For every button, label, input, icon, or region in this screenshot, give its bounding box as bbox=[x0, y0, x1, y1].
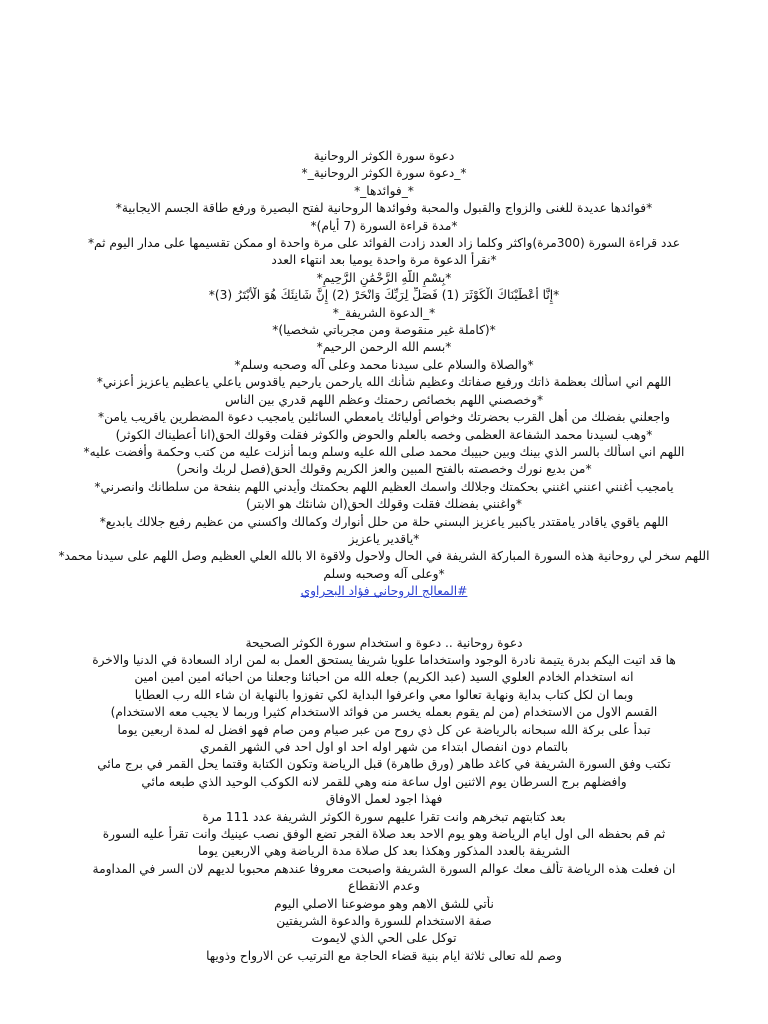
text-line: *بِسْمِ اللَّهِ الرَّحْمَٰنِ الرَّحِيمِ* bbox=[316, 270, 452, 285]
text-line: فهذا اجود لعمل الاوفاق bbox=[325, 792, 443, 807]
text-line: بالتمام دون انفصال ابتداء من شهر اوله احد او اول احد في الشهر القمري bbox=[199, 740, 569, 754]
text-line: اللهم اني اسألك بالسر الذي بينك وبين حبيبك محمد صلى الله عليه وسلم وبما أنزلت عليه من كتب وحكمة وأفضت عليه* bbox=[83, 444, 685, 459]
text-line: *_فوائدها_* bbox=[354, 183, 414, 198]
text-line: ان فعلت هذه الرياضة تألف معك عوالم السورة الشريفة واصبحت معروفا عندهم محبوبا لديهم لان السر في المداومة bbox=[92, 861, 676, 876]
text-line: اللهم سخر لي روحانية هذه السورة المباركة الشريفة في الحال ولاحول ولاقوة الا بالله العلي العظيم وصل اللهم على سيدنا محمد* bbox=[58, 549, 710, 564]
section-gap bbox=[0, 601, 768, 635]
author-hashtag-link[interactable]: #المعالج الروحاني فؤاد البحراوي bbox=[300, 584, 468, 599]
text-line: وافضلهم برج السرطان يوم الاثنين اول ساعة منه وهي للقمر لانه الكوكب الوحيد الذي طبعه مائي bbox=[141, 774, 627, 789]
text-line: *والصلاة والسلام على سيدنا محمد وعلى آله وصحبه وسلم* bbox=[234, 357, 534, 372]
text-line: *بسم الله الرحمن الرحيم* bbox=[316, 340, 452, 355]
text-line: *واغنني بفضلك فقلت وقولك الحق(ان شانئك هو الابتر) bbox=[246, 497, 522, 512]
text-line: تبدأ على بركة الله سبحانه بالرياضة عن كل ذي روح من عبر صيام ومن صام فهو افضل له لمدة اربعين يوما bbox=[117, 722, 651, 737]
text-line: تكتب وفق السورة الشريفة في كاغد طاهر (ورق طاهرة) قبل الرياضة وتكون الكتابة وقتما يحل القمر في برج مائي bbox=[97, 757, 671, 772]
text-line: *نقرأ الدعوة مرة واحدة يوميا بعد انتهاء العدد bbox=[271, 253, 497, 268]
text-line: *وخصصني اللهم بخصائص رحمتك وعظم اللهم قدري بين الناس bbox=[224, 392, 544, 407]
text-line: وعدم الانقطاع bbox=[348, 879, 420, 894]
text-line: *ياقدير ياعزيز bbox=[348, 531, 420, 546]
usage-section bbox=[44, 635, 724, 966]
text-line: الشريفة بالعدد المذكور وهكذا بعد كل صلاة مدة الرياضة وهي الاربعين يوما bbox=[198, 844, 570, 859]
text-line: ها قد اتيت اليكم بدرة يتيمة نادرة الوجود واستخداما علويا شريفا يستحق العمل به لمن اراد السعادة في الدنيا والاخرة bbox=[92, 652, 676, 667]
prayer-section bbox=[44, 148, 724, 601]
text-line: *من بديع نورك وخصصته بالفتح المبين والعز الكريم وقولك الحق(فصل لربك وانحر) bbox=[176, 462, 592, 477]
text-line: اللهم ياقوي ياقادر يامقتدر ياكبير ياعزيز البسني حلة من حلل أنوارك وكمالك واكسني من عظيم رفيع جلالك يابديع* bbox=[99, 514, 669, 529]
text-line: واجعلني بفضلك من أهل القرب بحضرتك وخواص أوليائك يامعطي السائلين يامجيب دعوة المضطرين ياقريب يامن* bbox=[97, 410, 670, 425]
text-line: *وهب لسيدنا محمد الشفاعة العظمى وخصه بالعلم والحوض والكوثر فقلت وقولك الحق(انا أعطيناك الكوثر) bbox=[115, 427, 653, 442]
text-line: نأتي للشق الاهم وهو موضوعنا الاصلي اليوم bbox=[274, 896, 494, 911]
text-line: عدد قراءة السورة (300مرة)واكثر وكلما زاد العدد زادت الفوائد على مرة واحدة او ممكن تقسيمها على مدار اليوم ثم* bbox=[87, 236, 681, 251]
text-line: صفة الاستخدام للسورة والدعوة الشريفتين bbox=[276, 914, 492, 929]
text-line: *فوائدها عديدة للغنى والزواج والقبول والمحبة وفوائدها الروحانية لفتح البصيرة ورفع طاقة الجسم الايجابية* bbox=[115, 201, 653, 216]
text-line: القسم الاول من الاستخدام (من لم يقوم بعمله يخسر من فوائد الاستخدام كثيرا وربما لا يجيب معه الاستخدام) bbox=[110, 705, 658, 720]
text-line: *_دعوة سورة الكوثر الروحانية_* bbox=[301, 166, 467, 181]
text-line: يامجيب أغنني اعنني اغنني بحكمتك وجلالك واسمك العظيم اللهم بحكمتك وأيدني اللهم بنفحة من سلطانك وانصرني* bbox=[94, 479, 674, 494]
text-line: *مدة قراءة السورة (7 أيام)* bbox=[310, 218, 458, 233]
text-line: وبما ان لكل كتاب بداية ونهاية تعالوا معي واعرفوا البداية لكي تفوزوا بالنهاية ان شاء الله رب العطايا bbox=[134, 687, 634, 702]
text-line: *_الدعوة الشريفة_* bbox=[332, 305, 436, 320]
text-line: ثم قم بحفظه الى اول ايام الرياضة وهو يوم الاحد بعد صلاة الفجر تضع الوفق نصب عينيك وانت تقرأ عليه السورة bbox=[102, 827, 666, 842]
text-line: توكل على الحي الذي لايموت bbox=[311, 931, 457, 946]
text-line: وصم لله تعالى ثلاثة ايام بنية قضاء الحاجة مع الترتيب عن الارواح وذويها bbox=[206, 948, 562, 963]
text-line: دعوة روحانية .. دعوة و استخدام سورة الكوثر الصحيحة bbox=[245, 635, 523, 650]
text-line: انه استخدام الخادم العلوي السيد (عبد الكريم) جعله الله من احبائنا وجعلنا من احبائه امين امين امين bbox=[134, 670, 634, 685]
text-line: دعوة سورة الكوثر الروحانية bbox=[313, 149, 455, 163]
text-line: *(كاملة غير منقوصة ومن مجرباتي شخصيا)* bbox=[272, 323, 496, 338]
text-line: بعد كتابتهم تبخرهم وانت تقرا عليهم سورة الكوثر الشريفة عدد 111 مرة bbox=[202, 809, 566, 824]
text-line: *إِنَّا أَعْطَيْنَاكَ الْكَوْثَرَ (1) فَصَلِّ لِرَبِّكَ وَانْحَرْ (2) إِنَّ شَانِئَكَ هُوَ الْأَبْتَرُ (3)* bbox=[208, 288, 560, 303]
text-line: اللهم اني اسألك بعظمة ذاتك ورفيع صفاتك وعظيم شأنك الله يارحمن يارحيم ياقدوس ياعلي ياعظيم ياعزيز أعزني* bbox=[96, 375, 672, 390]
text-line: *وعلى آله وصحبه وسلم bbox=[323, 566, 445, 581]
